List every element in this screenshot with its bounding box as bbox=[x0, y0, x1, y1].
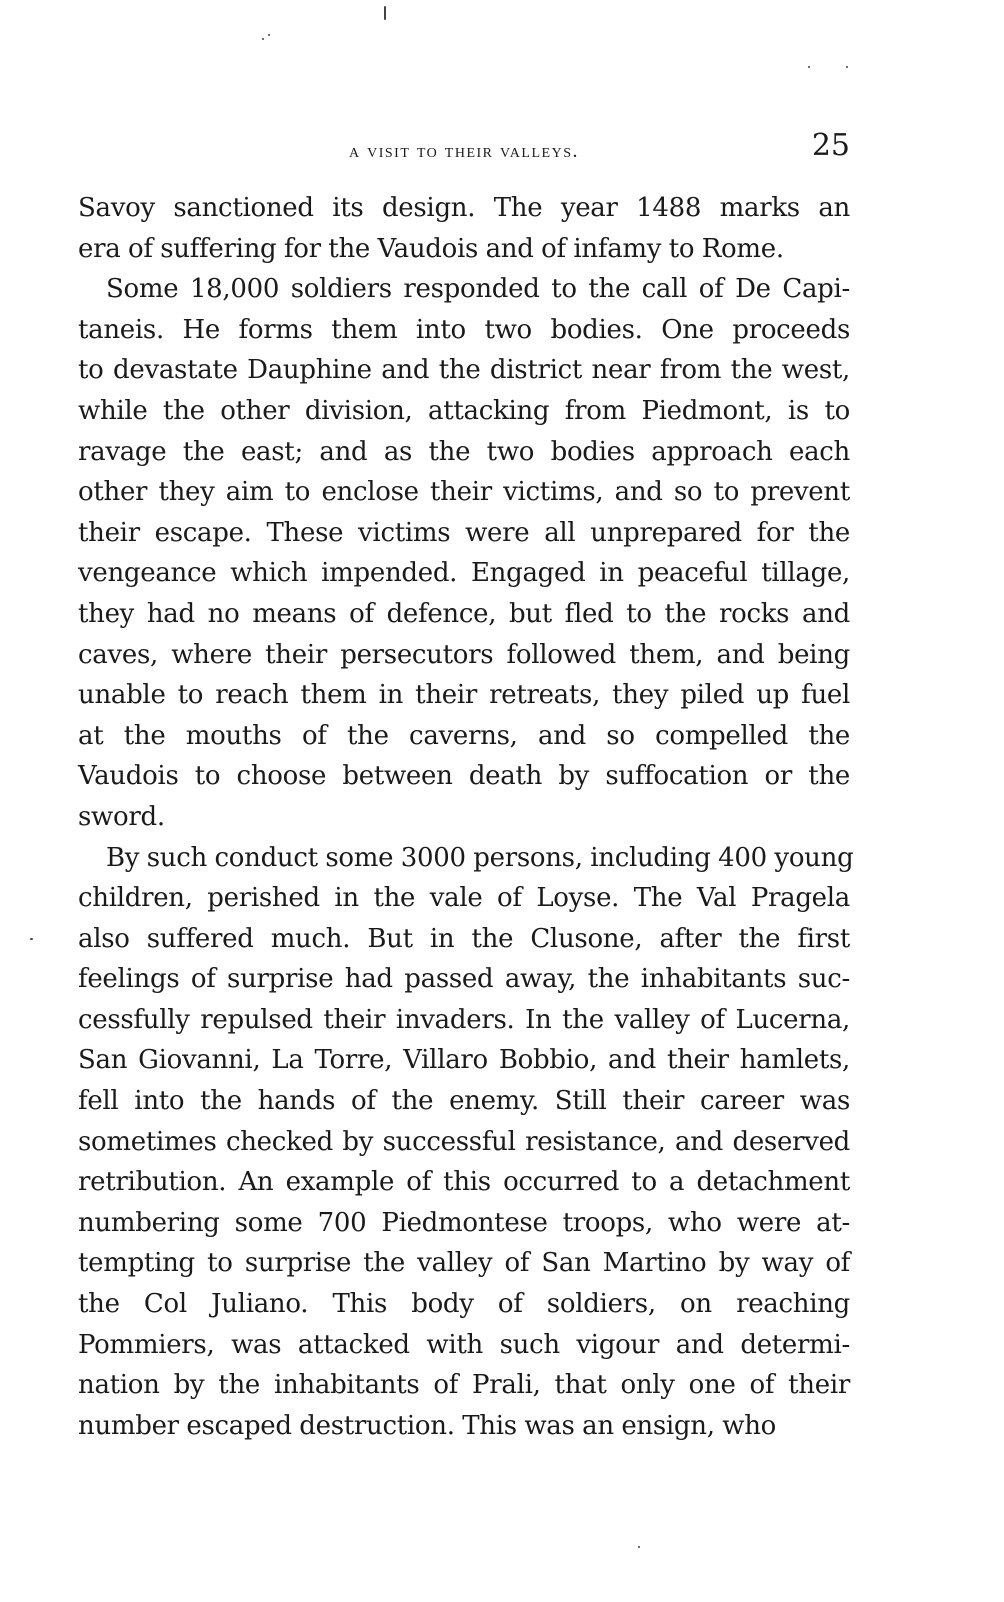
text-line: other they aim to enclose their victims, and so to prevent bbox=[78, 477, 850, 508]
text-line: Vaudois to choose between death by suffocation or the bbox=[78, 761, 850, 792]
text-line: numbering some 700 Piedmontese troops, who were at- bbox=[78, 1207, 850, 1238]
text-line: ravage the east; and as the two bodies approach each bbox=[78, 436, 850, 467]
scan-speck bbox=[262, 38, 264, 40]
text-line: children, perished in the vale of Loyse. The Val Pragela bbox=[78, 883, 850, 914]
scan-speck bbox=[846, 66, 848, 68]
text-line: caves, where their persecutors followed them, and being bbox=[78, 639, 850, 670]
text-line: era of suffering for the Vaudois and of infamy to Rome. bbox=[78, 233, 784, 264]
text-line: at the mouths of the caverns, and so compelled the bbox=[78, 720, 850, 751]
text-line: feelings of surprise had passed away, the inhabitants suc- bbox=[78, 964, 850, 995]
text-line: to devastate Dauphine and the district near from the west, bbox=[78, 355, 850, 386]
text-line: By such conduct some 3000 persons, including 400 young bbox=[106, 842, 854, 873]
text-line: San Giovanni, La Torre, Villaro Bobbio, and their hamlets, bbox=[78, 1045, 850, 1076]
text-line: taneis. He forms them into two bodies. One proceeds bbox=[78, 314, 850, 345]
text-line: Some 18,000 soldiers responded to the call of De Capi- bbox=[106, 274, 850, 305]
text-line: sometimes checked by successful resistance, and deserved bbox=[78, 1126, 850, 1157]
text-line: also suffered much. But in the Clusone, after the first bbox=[78, 923, 850, 954]
body-text bbox=[78, 188, 854, 1446]
text-line: fell into the hands of the enemy. Still their career was bbox=[78, 1086, 850, 1117]
paragraph bbox=[78, 838, 854, 1447]
scan-speck bbox=[384, 6, 386, 20]
scan-speck bbox=[30, 938, 33, 940]
text-line: Savoy sanctioned its design. The year 1488 marks an bbox=[78, 193, 850, 223]
running-head: a visit to their valleys. bbox=[349, 140, 579, 162]
text-line: Pommiers, was attacked with such vigour and determi- bbox=[78, 1329, 850, 1360]
text-line: number escaped destruction. This was an ensign, who bbox=[78, 1410, 776, 1441]
paragraph bbox=[78, 269, 850, 837]
page-number: 25 bbox=[811, 128, 850, 163]
text-line: retribution. An example of this occurred to a detachment bbox=[78, 1167, 850, 1198]
text-line: while the other division, attacking from Piedmont, is to bbox=[78, 395, 850, 426]
text-line: cessfully repulsed their invaders. In the valley of Lucerna, bbox=[78, 1004, 850, 1035]
scan-speck bbox=[808, 66, 810, 68]
scan-speck bbox=[638, 1546, 640, 1548]
page-header bbox=[78, 128, 850, 168]
text-line: unable to reach them in their retreats, they piled up fuel bbox=[78, 680, 850, 711]
text-line: their escape. These victims were all unprepared for the bbox=[78, 517, 850, 548]
paragraph bbox=[78, 188, 850, 269]
text-line: tempting to surprise the valley of San Martino by way of bbox=[78, 1248, 850, 1279]
scan-speck bbox=[268, 34, 270, 36]
text-line: sword. bbox=[78, 801, 165, 832]
text-line: they had no means of defence, but fled to the rocks and bbox=[78, 598, 850, 629]
text-line: vengeance which impended. Engaged in peaceful tillage, bbox=[78, 558, 850, 589]
text-line: nation by the inhabitants of Prali, that only one of their bbox=[78, 1370, 850, 1401]
text-line: the Col Juliano. This body of soldiers, on reaching bbox=[78, 1289, 850, 1320]
